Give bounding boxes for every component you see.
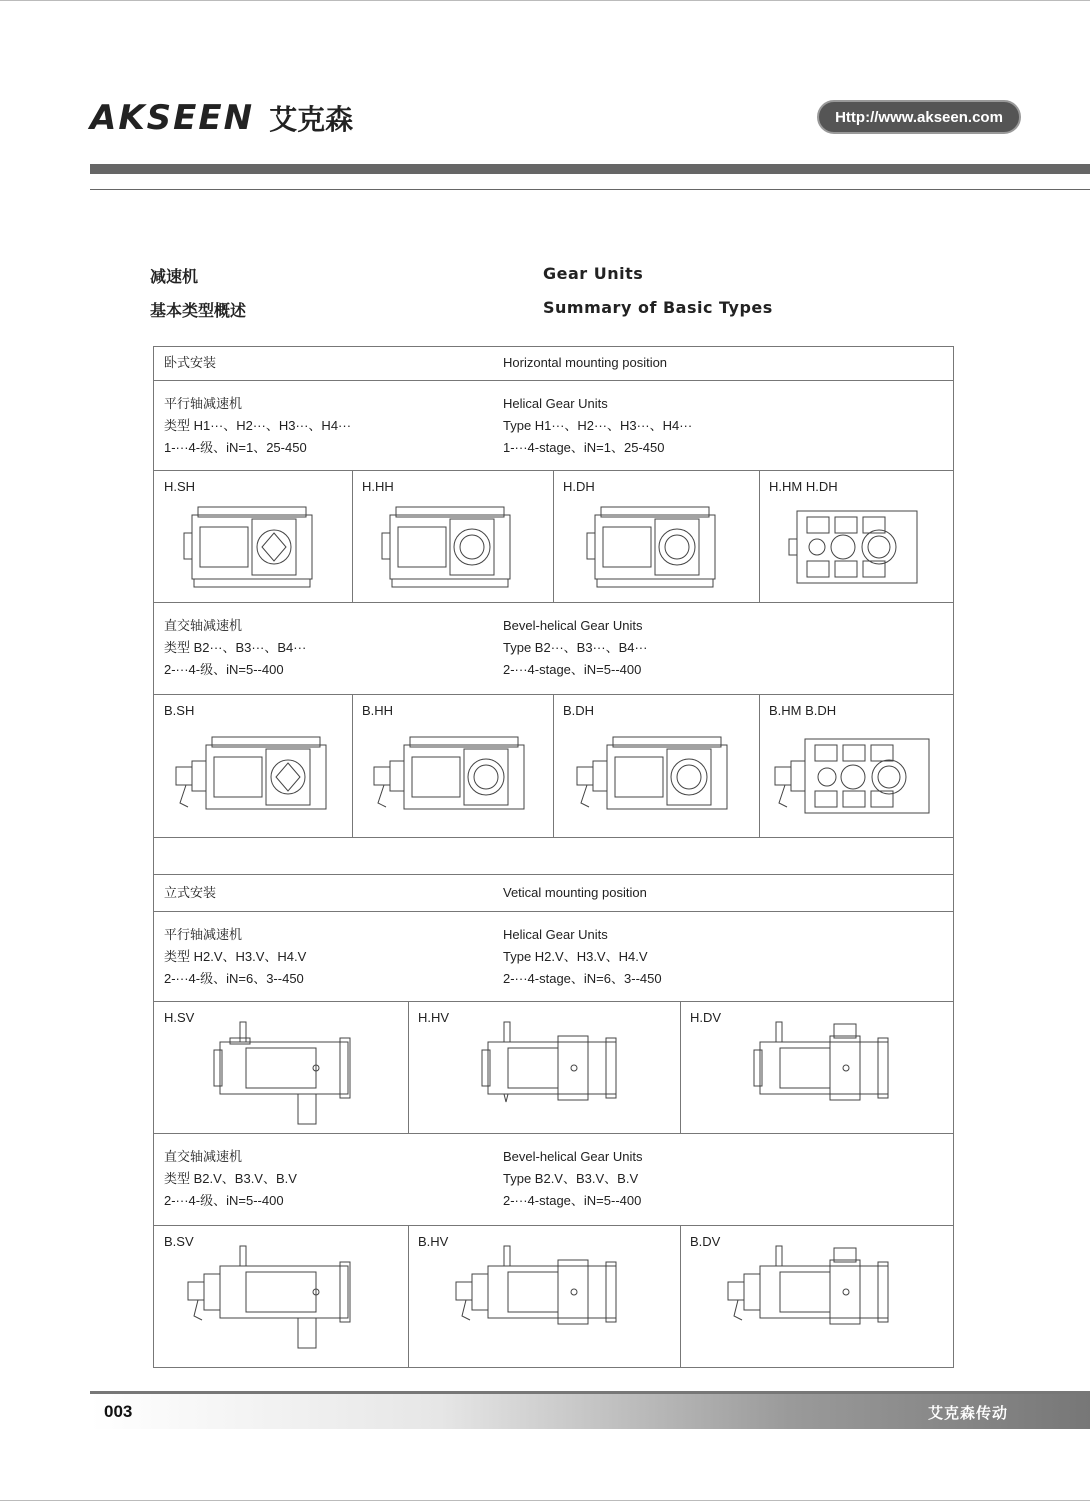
horizontal-bevel-drawings-row [154,695,953,838]
v-helical-cn-3: 2-···4-级、iN=6、3--450 [164,971,304,986]
drawing-cell-hhv [408,1002,680,1133]
drawing-label: H.DH [563,479,595,494]
gear-unit-drawing [172,733,332,823]
drawing-label: H.DV [690,1010,722,1025]
drawing-label: H.SH [164,479,196,494]
drawing-cell-bdh [553,695,759,837]
drawing-label: H.HV [418,1010,450,1025]
drawing-cell-hdh [553,471,759,602]
h-bevel-en-1: Bevel-helical Gear Units [503,618,643,633]
h-bevel-en-3: 2-···4-stage、iN=5--400 [503,662,642,677]
gear-unit-drawing [184,1242,364,1357]
vertical-header-row [154,875,953,912]
h-bevel-cn-3: 2-···4-级、iN=5--400 [164,662,284,677]
gear-unit-drawing [573,733,733,823]
h-bevel-cn-2: 类型 B2···、B3···、B4··· [164,640,307,655]
drawing-label: B.DH [563,703,595,718]
vertical-bevel-drawings-row [154,1226,953,1367]
v-helical-en-3: 2-···4-stage、iN=6、3--450 [503,971,662,986]
footer-company-name: 艾克森传动 [928,1404,1009,1422]
drawing-label: B.HM B.DH [769,703,837,718]
gear-unit-drawing [210,1018,360,1128]
v-bevel-en-3: 2-···4-stage、iN=5--400 [503,1193,642,1208]
horizontal-header-row [154,347,953,381]
v-helical-en-2: Type H2.V、H3.V、H4.V [503,949,648,964]
drawing-cell-hsv [154,1002,408,1133]
gear-unit-drawing [585,503,725,593]
gear-unit-drawing [769,733,939,823]
drawing-cell-hhh [352,471,553,602]
horizontal-bevel-info-row [154,603,953,695]
drawing-cell-bhh [352,695,553,837]
v-bevel-en-2: Type B2.V、B3.V、B.V [503,1171,639,1186]
drawing-cell-hhm-hdh [759,471,953,602]
h-helical-en-1: Helical Gear Units [503,396,608,411]
v-helical-cn-2: 类型 H2.V、H3.V、H4.V [164,949,307,964]
v-bevel-cn-3: 2-···4-级、iN=5--400 [164,1193,284,1208]
v-helical-cn-1: 平行轴减速机 [164,927,243,942]
section-title-cn: 减速机 [150,267,199,286]
header-rule-thick [90,164,1090,174]
horizontal-label-en: Horizontal mounting position [503,355,668,370]
drawing-cell-bsv [154,1226,408,1367]
h-helical-en-3: 1-···4-stage、iN=1、25-450 [503,440,665,455]
vertical-bevel-info-row [154,1134,953,1226]
footer-rule [90,1391,1090,1394]
gear-unit-drawing [380,503,520,593]
vertical-label-cn: 立式安装 [164,885,217,900]
h-helical-cn-1: 平行轴减速机 [164,396,243,411]
bottom-border [0,1500,1090,1501]
h-helical-cn-2: 类型 H1···、H2···、H3···、H4··· [164,418,352,433]
drawing-label: B.HV [418,1234,449,1249]
website-url-badge[interactable]: Http://www.akseen.com [817,100,1021,134]
drawing-label: H.SV [164,1010,195,1025]
h-bevel-en-2: Type B2···、B3···、B4··· [503,640,648,655]
h-helical-cn-3: 1-···4-级、iN=1、25-450 [164,440,307,455]
drawing-cell-bhm-bdh [759,695,953,837]
horizontal-helical-drawings-row [154,471,953,603]
section-subtitle-en: Summary of Basic Types [543,298,773,317]
horizontal-helical-info-row [154,381,953,471]
drawing-label: B.DV [690,1234,721,1249]
v-bevel-en-1: Bevel-helical Gear Units [503,1149,643,1164]
top-border [0,0,1090,1]
brand-logo [90,98,353,138]
drawing-label: B.SV [164,1234,194,1249]
gear-types-table [153,346,954,1368]
vertical-helical-drawings-row [154,1002,953,1134]
header-rule-thin [90,189,1090,190]
logo-text-cn: 艾克森 [269,103,354,136]
logo-text-en: AKSEEN [90,98,255,138]
gear-unit-drawing [452,1242,632,1357]
gear-unit-drawing [787,503,927,593]
h-helical-en-2: Type H1···、H2···、H3···、H4··· [503,418,693,433]
gear-unit-drawing [750,1018,900,1128]
drawing-cell-bhv [408,1226,680,1367]
h-bevel-cn-1: 直交轴减速机 [164,618,243,633]
drawing-label: H.HM H.DH [769,479,838,494]
page-number: 003 [104,1402,133,1421]
drawing-label: H.HH [362,479,394,494]
vertical-label-en: Vetical mounting position [503,885,647,900]
drawing-cell-bdv [680,1226,953,1367]
vertical-helical-info-row [154,912,953,1002]
drawing-cell-hsh [154,471,352,602]
gear-unit-drawing [182,503,322,593]
gear-unit-drawing [478,1018,628,1128]
horizontal-label-cn: 卧式安装 [164,355,217,370]
spacer-row [154,838,953,875]
v-helical-en-1: Helical Gear Units [503,927,608,942]
drawing-label: B.SH [164,703,195,718]
drawing-cell-bsh [154,695,352,837]
drawing-label: B.HH [362,703,394,718]
gear-unit-drawing [370,733,530,823]
v-bevel-cn-2: 类型 B2.V、B3.V、B.V [164,1171,297,1186]
gear-unit-drawing [724,1242,904,1357]
v-bevel-cn-1: 直交轴减速机 [164,1149,243,1164]
section-subtitle-cn: 基本类型概述 [150,301,247,320]
section-title-en: Gear Units [543,264,644,283]
drawing-cell-hdv [680,1002,953,1133]
